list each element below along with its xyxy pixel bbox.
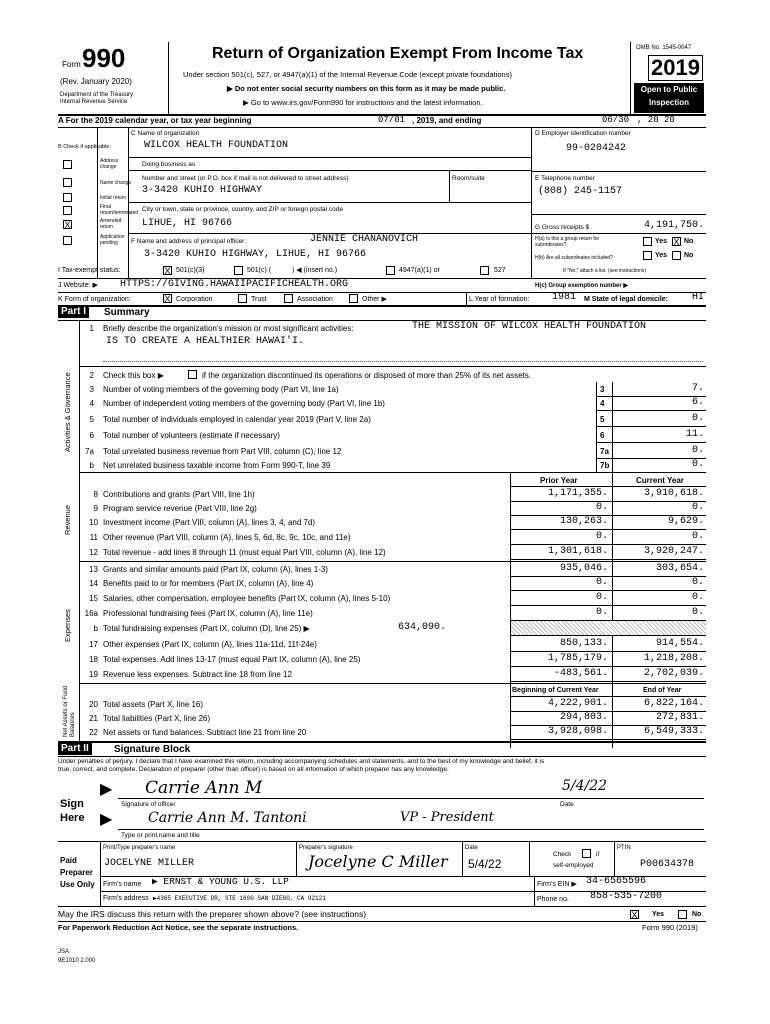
group-return-no-label: No [684, 238, 694, 245]
status-501c-label: 501(c) ( [247, 267, 272, 274]
officer-name: JENNIE CHANANOVICH [310, 234, 419, 245]
officer-signature: Carrie Ann M [145, 778, 263, 798]
row-description: Net assets or fund balances. Subtract line 21 from line 20 [103, 728, 307, 737]
phone-label: E Telephone number [535, 175, 595, 182]
line-a-label: A For the 2019 calendar year, or tax year beginning [58, 116, 252, 125]
firm-address-label: Firm's address [103, 895, 149, 902]
sign-arrow-icon: ▶ [100, 781, 113, 798]
row-number: 21 [89, 714, 98, 723]
form-of-org-label: K Form of organization: [58, 296, 131, 303]
mission-line-1: THE MISSION OF WILCOX HEALTH FOUNDATION [412, 321, 647, 332]
row-current-value: 1,218,208. [643, 653, 704, 664]
paid-preparer-label-3: Use Only [60, 880, 95, 889]
firm-name: ▶ ERNST & YOUNG U.S. LLP [152, 876, 289, 887]
status-insert-no: ) ◀ (insert no.) [292, 267, 338, 274]
row-description: Salaries, other compensation, employee benefits (Part IX, column (A), lines 5-10) [103, 594, 391, 603]
paid-preparer-label-2: Preparer [60, 868, 93, 877]
row-description: Program service revenue (Part VIII, line 2g) [103, 504, 257, 513]
application-pending-checkbox[interactable] [63, 236, 72, 245]
association-label: Association [297, 296, 333, 303]
row-number: 8 [93, 490, 98, 499]
row-prior-value: 294,803. [559, 712, 608, 723]
row-description: Total fundraising expenses (Part IX, column (D), line 25) ▶ [103, 624, 310, 633]
row-number: 11 [89, 533, 98, 542]
side-label-governance: Activities & Governance [63, 372, 72, 452]
omb-number: OMB No. 1545-0047 [636, 45, 692, 51]
name-change-checkbox[interactable] [63, 178, 72, 187]
row-current-value: 2,702,039. [643, 668, 704, 679]
row-current-value: 0. [691, 592, 704, 603]
ptin-value: P00634378 [640, 859, 695, 870]
subordinates-no-label: No [684, 252, 694, 259]
form-label: Form [62, 60, 81, 69]
row-prior-value: 0. [595, 502, 608, 513]
row-prior-value: 0. [595, 607, 608, 618]
officer-typed-name: Carrie Ann M. Tantoni [148, 810, 307, 826]
officer-address: 3-3420 KUHIO HIGHWAY, LIHUE, HI 96766 [144, 249, 367, 260]
year-formation-label: L Year of formation: [469, 296, 530, 303]
gross-receipts-label: G Gross receipts $ [535, 224, 590, 231]
row-current-value: 0. [691, 577, 704, 588]
signature-officer-label: Signature of officer [121, 801, 176, 808]
self-employed-checkbox[interactable] [582, 849, 591, 858]
corporation-label: Corporation [176, 296, 213, 303]
final-return-label: Final return/terminated [100, 204, 139, 216]
status-527-label: 527 [494, 267, 506, 274]
col-end-of-year: End of Year [643, 687, 682, 694]
row-prior-value: 4,222,901. [547, 698, 608, 709]
sign-arrow-icon: ▶ [100, 811, 113, 828]
initial-return-label: Initial return [100, 195, 127, 201]
org-name: WILCOX HEALTH FOUNDATION [144, 140, 289, 151]
part-1-title: Summary [104, 307, 150, 318]
row-prior-value: 0. [595, 592, 608, 603]
paid-preparer-label: Paid [60, 856, 77, 865]
irs-discuss-question: May the IRS discuss this return with the preparer shown above? (see instructions) [58, 909, 367, 919]
subordinates-yes-label: Yes [655, 252, 668, 259]
part-2-title: Signature Block [114, 744, 191, 755]
row-description: Benefits paid to or for members (Part IX, column (A), line 4) [103, 579, 314, 588]
status-4947-checkbox[interactable] [386, 266, 395, 275]
section-b-label: B Check if applicable: [58, 144, 111, 150]
row-number: 17 [89, 640, 98, 649]
col-prior-year: Prior Year [540, 476, 578, 485]
officer-signature-date: 5/4/22 [562, 778, 608, 794]
row-number: b [93, 624, 98, 633]
status-4947-label: 4947(a)(1) or [399, 267, 440, 274]
row-description: Total liabilities (Part X, line 26) [103, 714, 211, 723]
street-address: 3-3420 KUHIO HIGHWAY [142, 185, 263, 196]
address-change-checkbox[interactable] [63, 160, 72, 169]
form-code: 9E1010 2.000 [58, 958, 96, 964]
row-description: Contributions and grants (Part VIII, line 1h) [103, 490, 255, 499]
irs-discuss-yes-label: Yes [652, 911, 665, 918]
department: Department of the Treasury [60, 92, 134, 98]
firm-name-label: Firm's name [103, 881, 142, 888]
tax-year-begin: 07/01 [378, 115, 406, 125]
org-name-label: C Name of organization [131, 130, 200, 137]
fundraising-expenses-value: 634,090. [398, 622, 447, 633]
firm-ein-label: Firm's EIN ▶ [537, 881, 577, 888]
row-number: 18 [89, 655, 98, 664]
row-number: 12 [89, 548, 98, 557]
form-title: Return of Organization Exempt From Income Tax [212, 45, 584, 62]
row-description: Professional fundraising fees (Part IX, column (A), line 11e) [103, 609, 313, 618]
status-527-checkbox[interactable] [480, 266, 489, 275]
subordinates-no-checkbox[interactable] [672, 251, 681, 260]
discontinued-checkbox[interactable] [188, 370, 197, 379]
irs-discuss-yes-checkbox[interactable]: X [631, 910, 638, 920]
address-change-label: Address change [100, 158, 119, 170]
line-1-number: 1 [89, 324, 94, 333]
row-description: Other revenue (Part VIII, column (A), lines 5, 6d, 8c, 9c, 10c, and 11e) [103, 533, 351, 542]
type-name-label: Type or print name and title [121, 832, 200, 839]
ptin-label: PTIN [617, 845, 631, 851]
association-checkbox[interactable] [284, 294, 293, 303]
row-current-value: 6,549,333. [643, 726, 704, 737]
group-exemption-label: H(c) Group exemption number ▶ [535, 283, 628, 289]
row-prior-value: 850,133. [559, 638, 608, 649]
row-current-value: 0. [691, 531, 704, 542]
city-state-zip: LIHUE, HI 96766 [142, 218, 233, 229]
row-current-value: 914,554. [655, 638, 704, 649]
self-employed-label: self-employed [553, 862, 594, 869]
trust-checkbox[interactable] [238, 294, 247, 303]
officer-label: F Name and address of principal officer: [131, 238, 247, 245]
discontinued-check-label: Check this box ▶ [103, 371, 164, 380]
group-return-yes-checkbox[interactable] [643, 237, 652, 246]
row-number: 22 [89, 728, 98, 737]
signature-date-label: Date [560, 801, 574, 808]
row-number: 10 [89, 518, 98, 527]
part-1-tag: Part I [58, 306, 89, 318]
corporation-checkbox[interactable]: X [164, 294, 171, 304]
firm-phone: 858-535-7200 [590, 891, 663, 902]
row-prior-value: -483,561. [553, 668, 608, 679]
other-org-label: Other ▶ [362, 296, 387, 303]
officer-title: VP - President [400, 810, 494, 825]
preparer-date-label: Date [465, 845, 478, 851]
row-prior-value: 935,046. [559, 563, 608, 574]
ein-value: 99-0204242 [566, 143, 627, 154]
row-description: Grants and similar amounts paid (Part IX, column (A), lines 1-3) [103, 565, 328, 574]
row-number: 15 [89, 594, 98, 603]
city-label: City or town, state or province, country, and ZIP or foreign postal code [142, 206, 343, 213]
form-footer: Form 990 (2019) [642, 923, 698, 932]
part-2-tag: Part II [58, 743, 92, 755]
row-number: 19 [89, 670, 98, 679]
row-number: 13 [89, 565, 98, 574]
tax-year: 2019 [648, 55, 703, 81]
row-current-value: 9,629. [667, 516, 704, 527]
group-return-yes-label: Yes [655, 238, 668, 245]
row-description: Other expenses (Part IX, column (A), lines 11a-11d, 11f-24e) [103, 640, 317, 649]
mission-label: Briefly describe the organization's mission or most significant activities: [103, 324, 354, 333]
row-prior-value: 1,301,618. [547, 546, 608, 557]
row-current-value: 272,831. [655, 712, 704, 723]
row-description: Total expenses. Add lines 13-17 (must equal Part IX, column (A), line 25) [103, 655, 361, 664]
subordinates-yes-checkbox[interactable] [643, 251, 652, 260]
row-prior-value: 1,171,355. [547, 488, 608, 499]
subordinates-note: If "No," attach a list. (see instructions) [563, 268, 647, 274]
domicile-label: M State of legal domicile: [584, 296, 669, 303]
row-number: 20 [89, 700, 98, 709]
row-description: Total revenue - add lines 8 through 11 (must equal Part VIII, column (A), line 12) [103, 548, 386, 557]
phone-value: (808) 245-1157 [538, 186, 623, 197]
status-501c-checkbox[interactable] [234, 266, 243, 275]
year-formation-value: 1981 [552, 292, 577, 303]
amended-return-label: Amended return [100, 218, 122, 230]
row-description: Total assets (Part X, line 16) [103, 700, 204, 709]
name-change-label: Name change [100, 180, 132, 186]
trust-label: Trust [251, 296, 267, 303]
row-description: Revenue less expenses. Subtract line 18 from line 12 [103, 670, 292, 679]
subtitle-2: ▶ Do not enter social security numbers on this form as it may be made public. [227, 84, 506, 93]
irs-discuss-no-checkbox[interactable] [678, 910, 687, 919]
row-prior-value: 1,785,179. [547, 653, 608, 664]
side-label-revenue: Revenue [63, 504, 72, 535]
self-employed-check-label: Check [553, 851, 572, 858]
sign-here-label-2: Here [60, 812, 85, 824]
perjury-statement-1: Under penalties of perjury, I declare that I have examined this return, including accompanying schedules and statements, and to the best of my knowledge and belief, it is [58, 758, 545, 765]
row-current-value: 3,920,247. [643, 546, 704, 557]
service: Internal Revenue Service [60, 99, 128, 105]
open-to-public-badge: Open to Public Inspection [634, 83, 704, 113]
gross-receipts-value: 4,191,750. [643, 220, 704, 231]
irs-discuss-no-label: No [692, 911, 702, 918]
preparer-name: JOCELYNE MILLER [104, 858, 195, 869]
other-org-checkbox[interactable] [349, 294, 358, 303]
col-current-year: Current Year [636, 476, 684, 485]
row-number: 16a [84, 609, 98, 618]
preparer-signature-label: Preparer's signature [299, 845, 353, 851]
preparer-signature: Jocelyne C Miller [308, 852, 448, 871]
paperwork-notice: For Paperwork Reduction Act Notice, see the separate instructions. [58, 923, 299, 932]
side-label-net-assets: Net Assets or Fund Balances [63, 685, 76, 737]
side-label-expenses: Expenses [63, 609, 72, 642]
ein-label: D Employer identification number [535, 130, 631, 137]
initial-return-checkbox[interactable] [63, 193, 72, 202]
firm-ein: 34-6565596 [586, 876, 647, 887]
domicile-value: HI [692, 292, 705, 303]
revision-date: (Rev. January 2020) [60, 77, 132, 86]
discontinued-description: if the organization discontinued its operations or disposed of more than 25% of its net assets. [202, 371, 532, 380]
website-value[interactable]: HTTPS://GIVING.HAWAIIPACIFICHEALTH.ORG [120, 279, 349, 290]
form-number: 990 [82, 43, 126, 73]
row-prior-value: 0. [595, 531, 608, 542]
line-a-mid: , 2019, and ending [412, 116, 482, 125]
subtitle-1: Under section 501(c), 527, or 4947(a)(1) of the Internal Revenue Code (except private foundations) [183, 70, 512, 79]
preparer-date: 5/4/22 [468, 857, 502, 871]
status-501c3-label: 501(c)(3) [176, 267, 205, 274]
room-suite-label: Room/suite [452, 175, 485, 182]
tax-year-end-year: , 20 20 [637, 115, 675, 125]
row-description: Investment income (Part VIII, column (A), lines 3, 4, and 7d) [103, 518, 316, 527]
self-employed-if-label: if [596, 851, 600, 858]
status-501c3-checkbox[interactable]: X [164, 266, 171, 276]
group-return-no-checkbox[interactable]: X [673, 237, 680, 247]
preparer-name-label: Print/Type preparer's name [103, 845, 176, 851]
row-current-value: 303,654. [655, 563, 704, 574]
line-2-number: 2 [89, 371, 94, 380]
shaded-cell [511, 621, 706, 635]
col-beginning-year: Beginning of Current Year [512, 687, 599, 694]
row-current-value: 3,910,618. [643, 488, 704, 499]
mission-line-2: IS TO CREATE A HEALTHIER HAWAI'I. [106, 336, 305, 347]
row-prior-value: 3,928,098. [547, 726, 608, 737]
street-label: Number and street (or P.O. box if mail is not delivered to street address) [142, 175, 349, 182]
subordinates-label: H(b) Are all subordinates included? [535, 255, 613, 261]
group-return-label: H(a) Is this a group return for subordinates? [535, 236, 600, 248]
row-current-value: 0. [691, 502, 704, 513]
row-prior-value: 0. [595, 577, 608, 588]
perjury-statement-2: true, correct, and complete. Declaration of preparer (other than officer) is based on all information of which preparer has any knowledge. [58, 766, 449, 773]
row-prior-value: 130,263. [559, 516, 608, 527]
dba-label: Doing business as [142, 161, 196, 168]
row-current-value: 0. [691, 607, 704, 618]
row-number: 14 [89, 579, 98, 588]
jsa-label: JSA [58, 949, 70, 955]
final-return-checkbox[interactable] [63, 206, 72, 215]
amended-return-checkbox[interactable]: X [64, 220, 71, 230]
subtitle-3: ▶ Go to www.irs.gov/Form990 for instructions and the latest information. [243, 98, 483, 107]
website-label: J Website: ▶ [58, 282, 98, 289]
row-number: 9 [93, 504, 98, 513]
tax-year-end: 06/30 [602, 115, 630, 125]
tax-exempt-status-label: I Tax-exempt status: [58, 267, 121, 274]
firm-phone-label: Phone no. [537, 896, 569, 903]
sign-here-label: Sign [60, 798, 84, 810]
application-pending-label: Application pending [100, 234, 125, 246]
firm-address: ▶4365 EXECUTIVE DR, STE 1600 SAN DIEGO, CA 92121 [153, 895, 326, 902]
row-current-value: 6,822,164. [643, 698, 704, 709]
